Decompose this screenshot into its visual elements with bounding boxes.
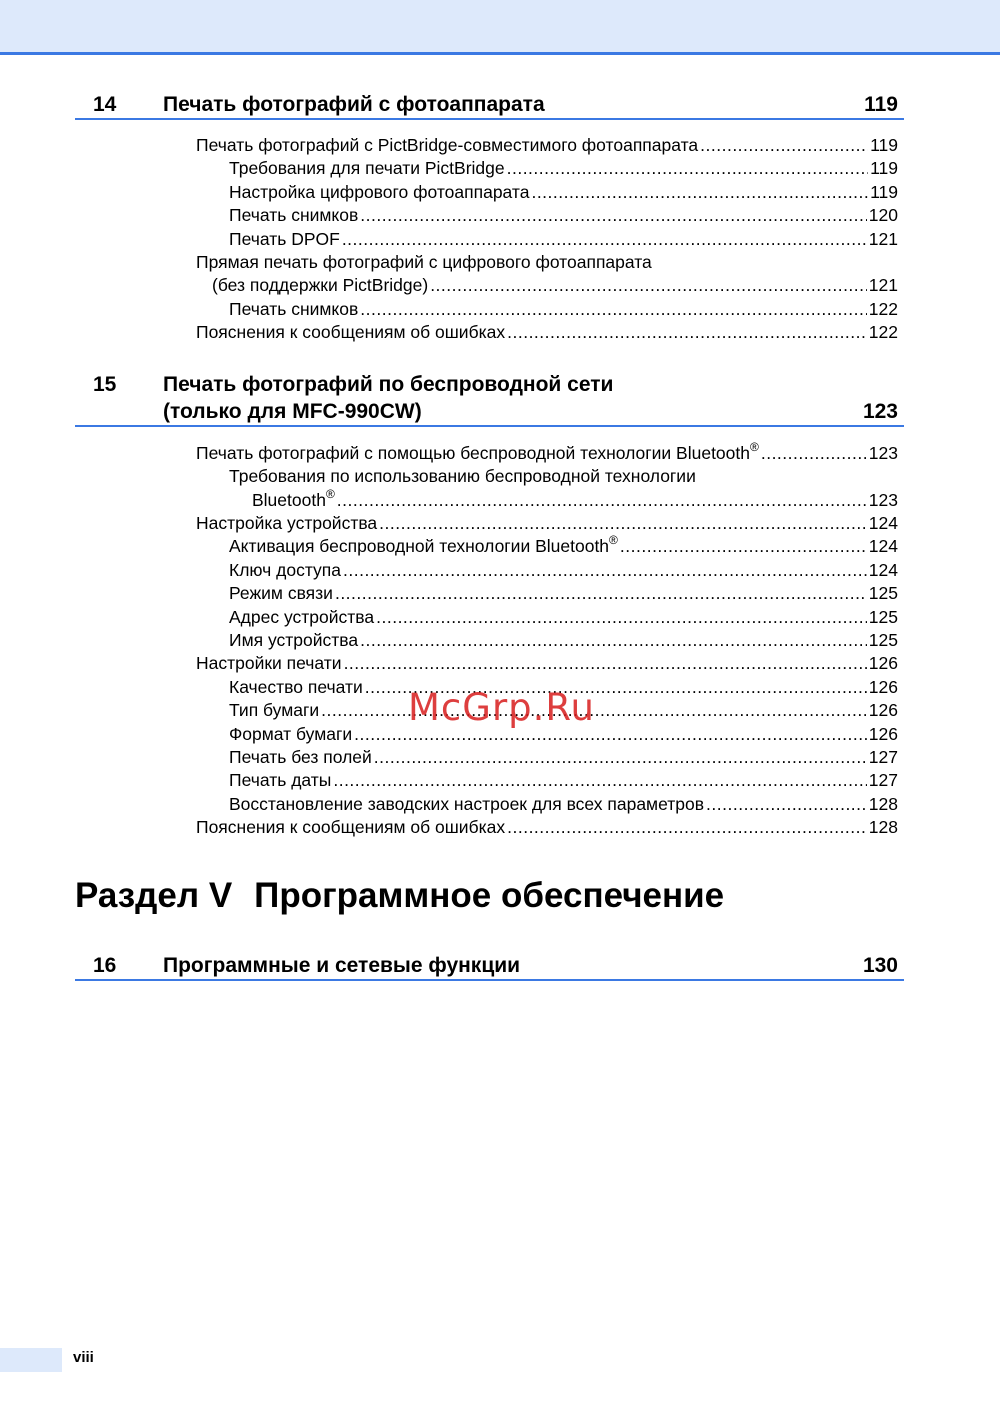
- toc-entry[interactable]: Печать фотографий с помощью беспроводной технологии Bluetooth® ..... 123: [0, 442, 898, 465]
- page-tab: [0, 1348, 62, 1372]
- toc-entry[interactable]: Печать фотографий с PictBridge-совместимого фотоаппарата ..... 119: [0, 134, 898, 157]
- section-heading: [75, 876, 724, 916]
- chapter-page: 123: [862, 400, 898, 423]
- registered-mark: ®: [750, 440, 759, 454]
- chapter-number: 16: [93, 954, 117, 977]
- chapter-16-heading[interactable]: [75, 952, 904, 981]
- page-number: viii: [73, 1349, 94, 1366]
- toc-entry[interactable]: Формат бумаги ..... 126: [0, 723, 898, 746]
- toc-entry[interactable]: Требования для печати PictBridge ..... 119: [0, 157, 898, 180]
- header-band: [0, 0, 1000, 55]
- toc-entry[interactable]: Тип бумаги ..... 126: [0, 699, 898, 722]
- chapter-title-line1: Печать фотографий по беспроводной сети: [163, 373, 614, 396]
- toc-entry[interactable]: Печать снимков ..... 120: [0, 204, 898, 227]
- chapter-number: 14: [93, 93, 117, 116]
- toc-entry[interactable]: Режим связи ..... 125: [0, 582, 898, 605]
- toc-entry[interactable]: (без поддержки PictBridge) ..... 121: [0, 274, 898, 297]
- chapter-title: Печать фотографий с фотоаппарата: [163, 93, 545, 116]
- chapter-title: Программные и сетевые функции: [163, 954, 521, 977]
- chapter-number: 15: [93, 373, 117, 396]
- toc-entry[interactable]: Качество печати ..... 126: [0, 676, 898, 699]
- chapter-page: 119: [864, 93, 898, 116]
- toc-entry[interactable]: Настройки печати ..... 126: [0, 652, 898, 675]
- toc-entry[interactable]: Bluetooth® ..... 123: [0, 489, 898, 512]
- watermark: McGrp.Ru: [408, 686, 595, 729]
- toc-entry-text[interactable]: Прямая печать фотографий с цифрового фотоаппарата: [196, 252, 652, 272]
- toc-entry[interactable]: Настройка цифрового фотоаппарата ..... 119: [0, 181, 898, 204]
- toc-entry[interactable]: Пояснения к сообщениям об ошибках ..... 128: [0, 816, 898, 839]
- section-title: Программное обеспечение: [254, 876, 725, 915]
- registered-mark: ®: [325, 487, 335, 501]
- toc-entry[interactable]: Пояснения к сообщениям об ошибках ..... 122: [0, 321, 898, 344]
- toc-entry[interactable]: Печать снимков ..... 122: [0, 298, 898, 321]
- toc-entry[interactable]: Печать DPOF ..... 121: [0, 228, 898, 251]
- toc-entry[interactable]: Активация беспроводной технологии Bluetooth® ..... 124: [0, 535, 898, 558]
- chapter-page: 130: [862, 954, 898, 977]
- chapter-14-heading[interactable]: [75, 91, 904, 120]
- toc-entry[interactable]: Печать без полей ..... 127: [0, 746, 898, 769]
- chapter-title-line2: (только для MFC-990CW): [163, 400, 422, 423]
- toc-entry[interactable]: Настройка устройства ..... 124: [0, 512, 898, 535]
- toc-entry[interactable]: Ключ доступа ..... 124: [0, 559, 898, 582]
- chapter-15-heading[interactable]: [75, 371, 904, 427]
- toc-entry[interactable]: Имя устройства ..... 125: [0, 629, 898, 652]
- toc-entry[interactable]: Адрес устройства ..... 125: [0, 606, 898, 629]
- toc-entry[interactable]: Печать даты ..... 127: [0, 769, 898, 792]
- section-label: Раздел V: [75, 876, 233, 915]
- registered-mark: ®: [609, 533, 618, 547]
- toc-entry-text[interactable]: Требования по использованию беспроводной технологии: [229, 466, 696, 486]
- toc-entry[interactable]: Восстановление заводских настроек для всех параметров ..... 128: [0, 793, 898, 816]
